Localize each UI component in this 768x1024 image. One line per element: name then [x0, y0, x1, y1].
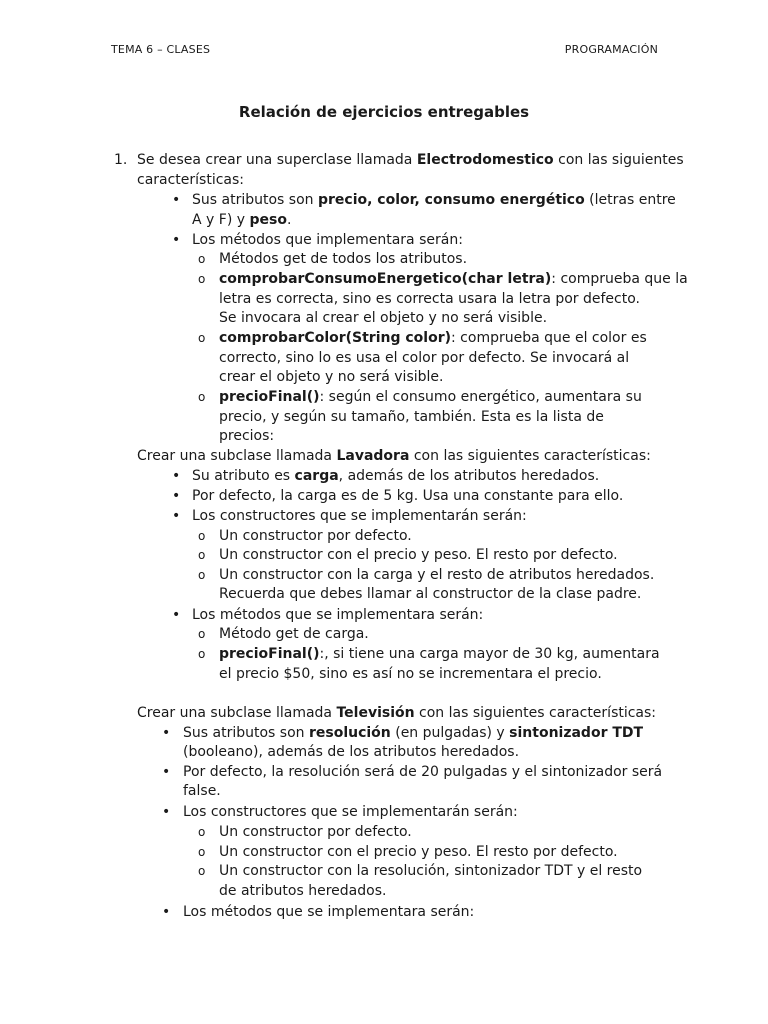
bullet-icon [172, 190, 180, 210]
method-comprobar-consumo-line2: letra es correcta, sino es correcta usara la letra por defecto. [219, 291, 640, 307]
bullet-icon [162, 902, 170, 922]
page-title: Relación de ejercicios entregables [238, 103, 530, 121]
item1-intro: Se desea crear una superclase llamada Electrodomestico con las siguientes [137, 152, 684, 168]
bullet-icon [172, 466, 180, 486]
lavadora-constructors-intro: Los constructores que se implementarán serán: [192, 508, 527, 524]
lavadora-method-get: Método get de carga. [219, 626, 369, 642]
method-comprobar-color: comprobarColor(String color): comprueba que el color es [219, 330, 647, 346]
page-header-left: TEMA 6 – CLASES [111, 43, 211, 56]
item1-attributes-line2: A y F) y peso. [192, 212, 292, 228]
bullet-icon [162, 762, 170, 782]
bullet-icon [162, 723, 170, 743]
television-intro: Crear una subclase llamada Televisión con las siguientes características: [137, 705, 657, 721]
bullet-icon [172, 506, 180, 526]
circle-bullet-icon [198, 565, 205, 585]
method-precio-final: precioFinal(): según el consumo energético, aumentara su [219, 389, 642, 405]
lavadora-method-precio-final-line2: el precio $50, sino es así no se incrementara el precio. [219, 666, 602, 682]
method-get: Métodos get de todos los atributos. [219, 251, 468, 267]
circle-bullet-icon [198, 269, 205, 289]
circle-bullet-icon [198, 861, 205, 881]
circle-bullet-icon [198, 545, 205, 565]
method-comprobar-color-line3: crear el objeto y no será visible. [219, 369, 444, 385]
circle-bullet-icon [198, 526, 205, 546]
list-number: 1. [114, 152, 128, 168]
page-header-right: PROGRAMACIÓN [564, 43, 658, 56]
method-precio-final-line2: precio, y según su tamaño, también. Esta es la lista de [219, 409, 604, 425]
lavadora-default: Por defecto, la carga es de 5 kg. Usa una constante para ello. [192, 488, 624, 504]
television-attributes-line2: (booleano), además de los atributos heredados. [183, 744, 520, 760]
lavadora-constructor-1: Un constructor por defecto. [219, 528, 412, 544]
television-constructor-3-line2: de atributos heredados. [219, 883, 387, 899]
method-comprobar-consumo-line3: Se invocara al crear el objeto y no será visible. [219, 310, 548, 326]
method-comprobar-color-line2: correcto, sino lo es usa el color por defecto. Se invocará al [219, 350, 630, 366]
lavadora-intro: Crear una subclase llamada Lavadora con las siguientes características: [137, 448, 651, 464]
lavadora-method-precio-final: precioFinal():, si tiene una carga mayor de 30 kg, aumentara [219, 646, 660, 662]
method-comprobar-consumo: comprobarConsumoEnergetico(char letra): comprueba que la [219, 271, 688, 287]
television-constructor-1: Un constructor por defecto. [219, 824, 412, 840]
circle-bullet-icon [198, 624, 205, 644]
bullet-icon [172, 486, 180, 506]
television-constructor-2: Un constructor con el precio y peso. El resto por defecto. [219, 844, 618, 860]
bullet-icon [172, 605, 180, 625]
television-default: Por defecto, la resolución será de 20 pulgadas y el sintonizador será [183, 764, 663, 780]
bullet-icon [172, 230, 180, 250]
item1-intro-line2: características: [137, 172, 245, 188]
television-default-line2: false. [183, 783, 221, 799]
circle-bullet-icon [198, 822, 205, 842]
television-attributes: Sus atributos son resolución (en pulgadas) y sintonizador TDT [183, 725, 644, 741]
item1-attributes: Sus atributos son precio, color, consumo energético (letras entre [192, 192, 676, 208]
circle-bullet-icon [198, 644, 205, 664]
lavadora-constructor-2: Un constructor con el precio y peso. El resto por defecto. [219, 547, 618, 563]
circle-bullet-icon [198, 249, 205, 269]
lavadora-attribute: Su atributo es carga, además de los atributos heredados. [192, 468, 600, 484]
television-methods-intro: Los métodos que se implementara serán: [183, 904, 475, 920]
circle-bullet-icon [198, 328, 205, 348]
television-constructors-intro: Los constructores que se implementarán serán: [183, 804, 518, 820]
lavadora-constructor-3-line2: Recuerda que debes llamar al constructor de la clase padre. [219, 586, 642, 602]
circle-bullet-icon [198, 842, 205, 862]
method-precio-final-line3: precios: [219, 428, 275, 444]
bullet-icon [162, 802, 170, 822]
item1-methods-intro: Los métodos que implementara serán: [192, 232, 463, 248]
lavadora-constructor-3: Un constructor con la carga y el resto de atributos heredados. [219, 567, 655, 583]
television-constructor-3: Un constructor con la resolución, sintonizador TDT y el resto [219, 863, 643, 879]
circle-bullet-icon [198, 387, 205, 407]
lavadora-methods-intro: Los métodos que se implementara serán: [192, 607, 484, 623]
